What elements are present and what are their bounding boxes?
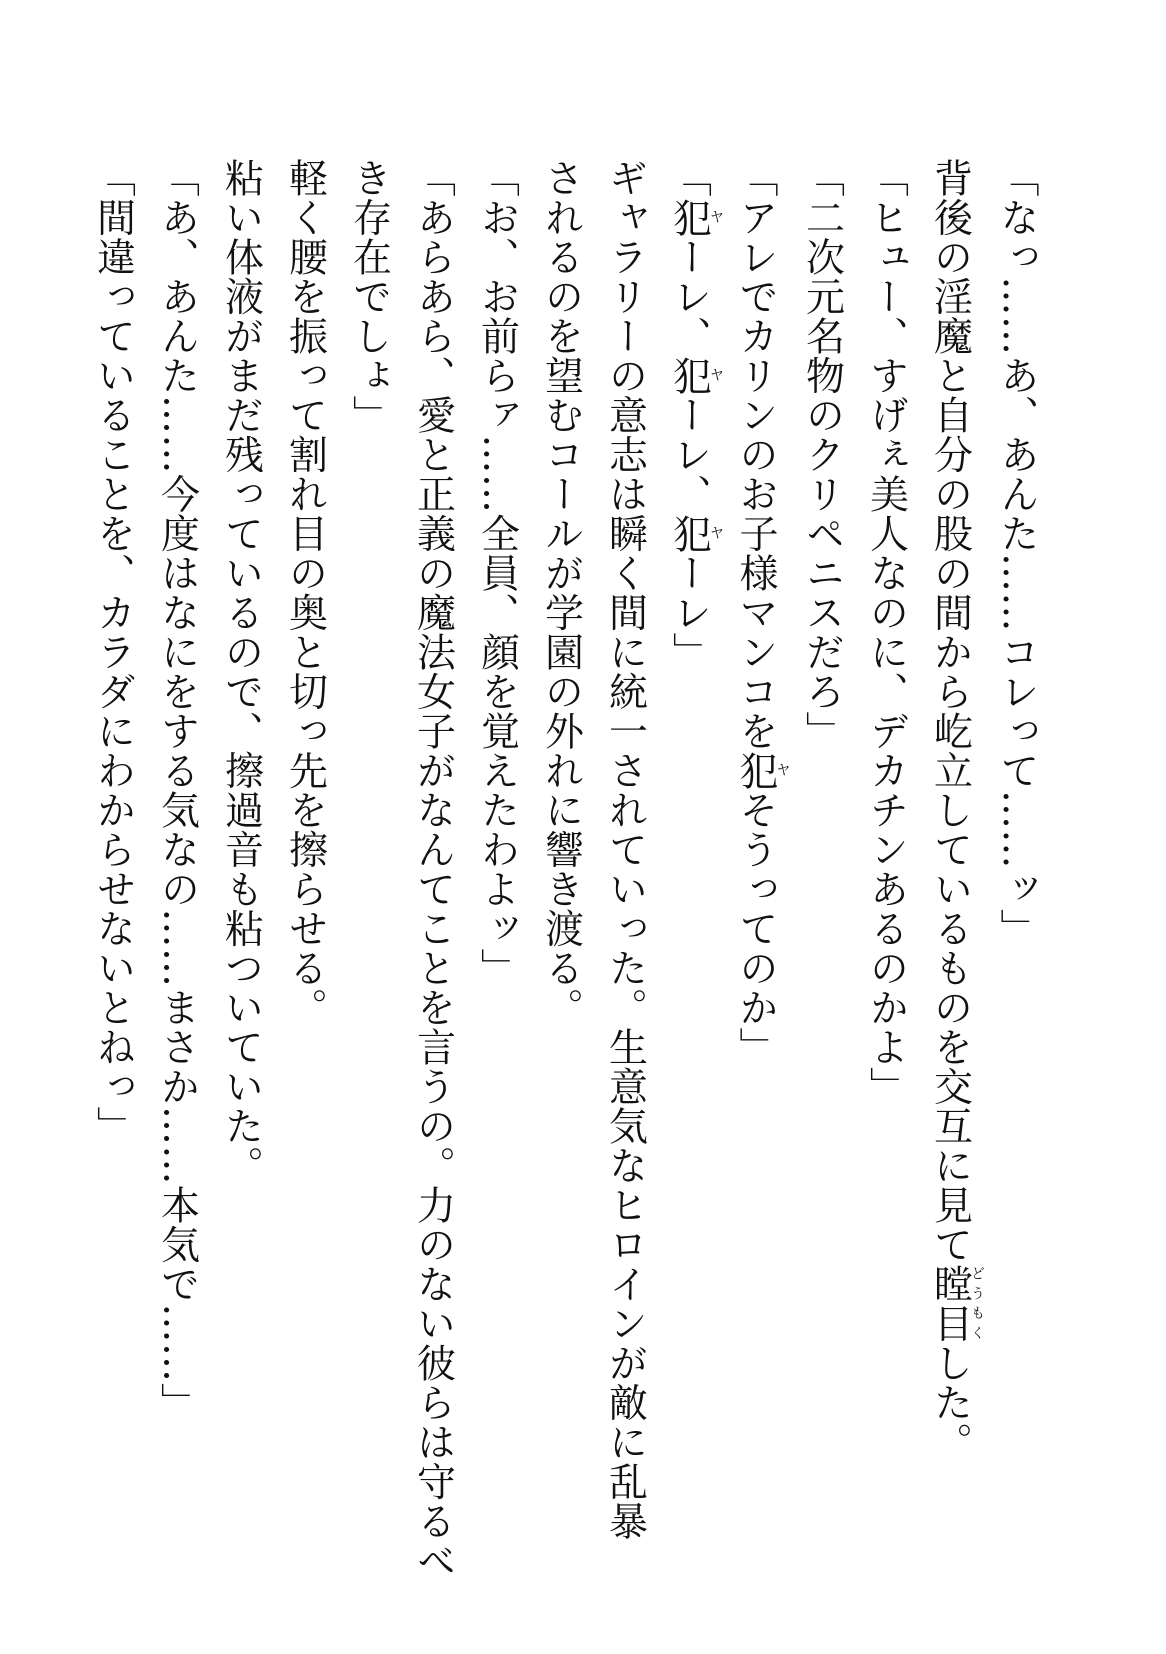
text-line: 「二次元名物のクリペニスだろ」 [799,158,845,751]
ruby-chant-3: 犯ヤ [666,513,724,553]
text-line: 「お、お前らァ……全員、顔を覚えたわよッ」 [474,158,520,988]
text-line: 「ヒュー、すげぇ美人なのに、デカチンあるのかよ」 [863,158,909,1106]
text-line: 「あらあら、愛と正義の魔法女子がなんてことを言うの。力のない彼らは守るべ [410,158,456,1580]
text-line: 粘い体液がまだ残っているので、擦過音も粘ついていた。 [218,158,264,1185]
text-line: 背後の淫魔と自分の股の間から屹立しているものを交互に見て瞠目どうもくした。 [927,158,985,1462]
text-line: されるのを望むコールが学園の外れに響き渡る。 [538,158,584,1027]
text-line: 「あ、あんた……今度はなにをする気なの……まさか……本気で……」 [154,158,200,1422]
text-line: き存在でしょ」 [346,158,392,435]
ruby-okasu: 犯ヤ [733,750,791,790]
text-line: ギャラリーの意志は瞬く間に統一されていった。生意気なヒロインが敵に乱暴 [602,158,648,1541]
ruby-chant-2: 犯ヤ [666,355,724,395]
vertical-text-body [81,158,1049,1580]
text-line: 軽く腰を振って割れ目の奥と切っ先を擦らせる。 [282,158,328,1027]
text-line: 「間違っていることを、カラダにわからせないとねっ」 [90,158,136,1146]
text-line: 「犯ヤーレ、犯ヤーレ、犯ヤーレ」 [666,158,724,672]
text-line: 「なっ……あ、あんた……コレって……ッ」 [994,158,1039,948]
ruby-domoku: 瞠目どうもく [927,1264,985,1343]
ruby-chant-1: 犯ヤ [666,197,724,237]
text-line: 「アレでカリンのお子様マンコを犯ヤそうってのか」 [733,158,791,1067]
